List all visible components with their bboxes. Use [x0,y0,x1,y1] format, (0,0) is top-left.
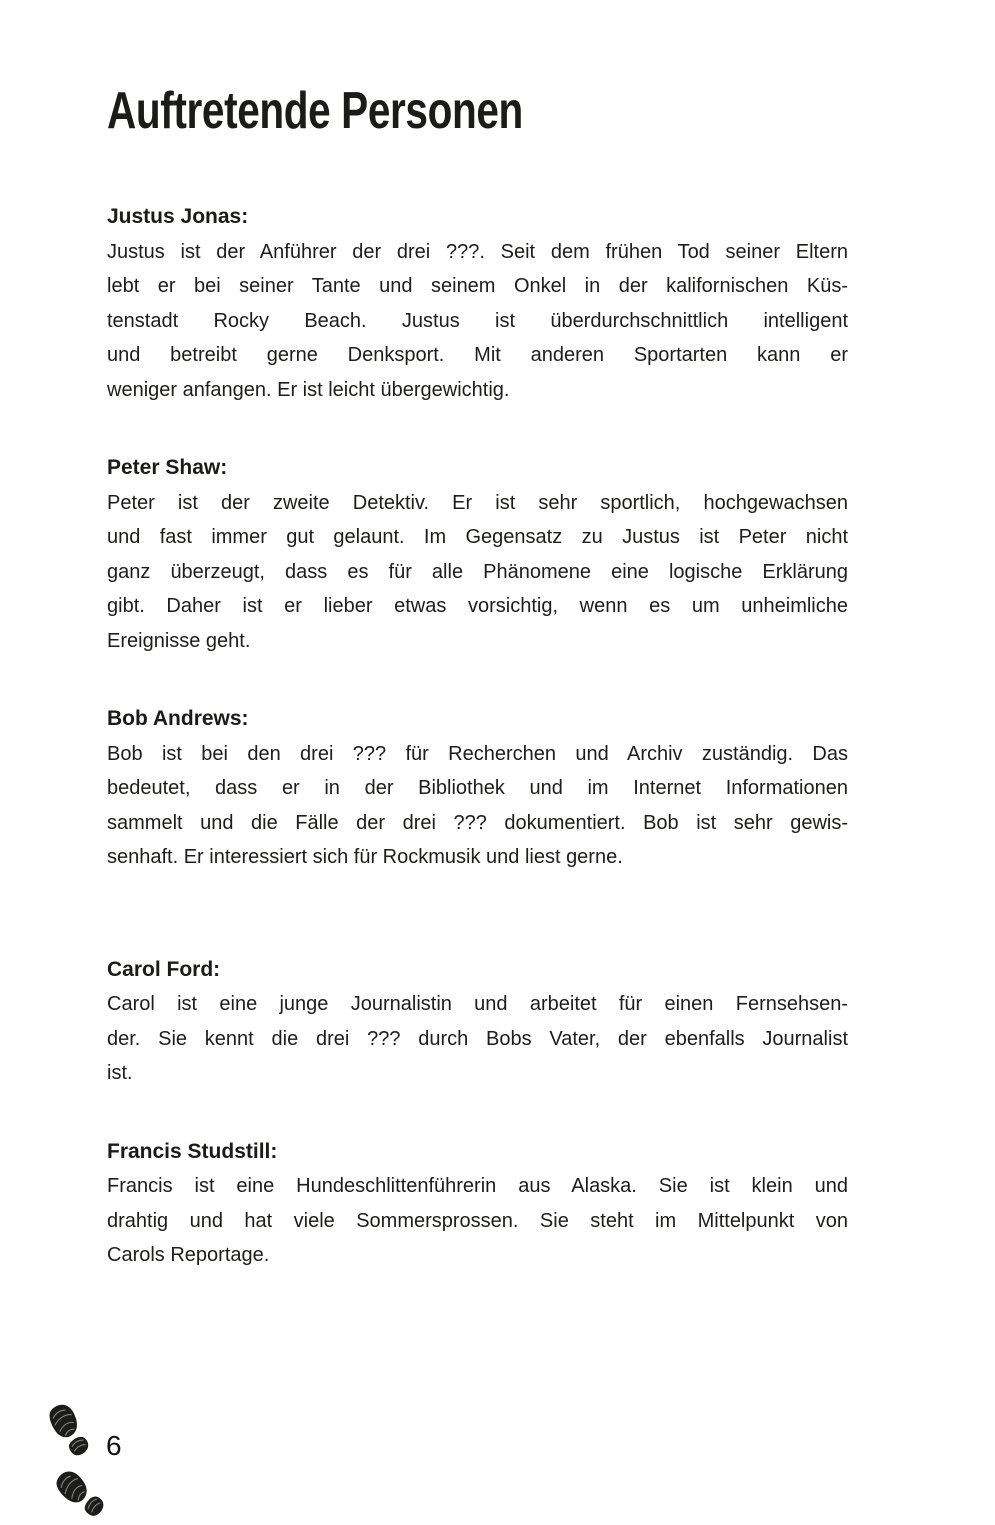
page-title: Auftretende Personen [107,82,523,140]
paragraph-line: Carols Reportage. [107,1244,270,1266]
shoe-print-icon [48,1463,112,1525]
paragraph-line: Carol ist eine junge Journalistin und arbeitet für einen Fernsehsen- [107,993,848,1015]
paragraph-line: und fast immer gut gelaunt. Im Gegensatz zu Justus ist Peter nicht [107,526,848,548]
paragraph-line: ist. [107,1062,133,1084]
character-name: Francis Studstill: [107,1139,278,1163]
paragraph-line: gibt. Daher ist er lieber etwas vorsichtig, wenn es um unheimliche [107,595,848,617]
paragraph-line: Peter ist der zweite Detektiv. Er ist sehr sportlich, hochgewachsen [107,491,848,514]
paragraph-line: Justus ist der Anführer der drei ???. Seit dem frühen Tod seiner Eltern [107,240,848,263]
shoe-print-icon [40,1397,97,1462]
character-name: Carol Ford: [107,957,221,981]
paragraph-line: drahtig und hat viele Sommersprossen. Sie steht im Mittelpunkt von [107,1209,848,1232]
character-section [107,200,848,407]
paragraph-line: ganz überzeugt, dass es für alle Phänomene eine logische Erklärung [107,560,848,583]
book-page-content [107,0,848,1273]
character-section [107,953,848,1091]
character-name: Bob Andrews: [107,707,249,730]
paragraph-line: und betreibt gerne Denksport. Mit anderen Sportarten kann er [107,344,848,366]
paragraph-line: bedeutet, dass er in der Bibliothek und im Internet Informationen [107,777,848,799]
paragraph-line: lebt er bei seiner Tante und seinem Onkel in der kalifornischen Küs- [107,275,848,297]
paragraph-line: Francis ist eine Hundeschlittenführerin aus Alaska. Sie ist klein und [107,1175,848,1197]
paragraph-line: Ereignisse geht. [107,629,251,652]
paragraph-line: weniger anfangen. Er ist leicht übergewichtig. [107,378,510,401]
paragraph-line: tenstadt Rocky Beach. Justus ist überdurchschnittlich intelligent [107,309,848,332]
paragraph-line: sammelt und die Fälle der drei ??? dokumentiert. Bob ist sehr gewis- [107,811,848,834]
character-name: Justus Jonas: [107,205,249,228]
character-section [107,702,848,875]
page-number: 6 [106,1430,122,1461]
character-section [107,451,848,658]
paragraph-line: Bob ist bei den drei ??? für Recherchen und Archiv zuständig. Das [107,742,848,765]
paragraph-line: senhaft. Er interessiert sich für Rockmusik und liest gerne. [107,846,623,868]
character-sections [107,200,848,1273]
paragraph-line: der. Sie kennt die drei ??? durch Bobs Vater, der ebenfalls Journalist [107,1027,848,1050]
character-name: Peter Shaw: [107,456,228,479]
character-section [107,1135,848,1273]
